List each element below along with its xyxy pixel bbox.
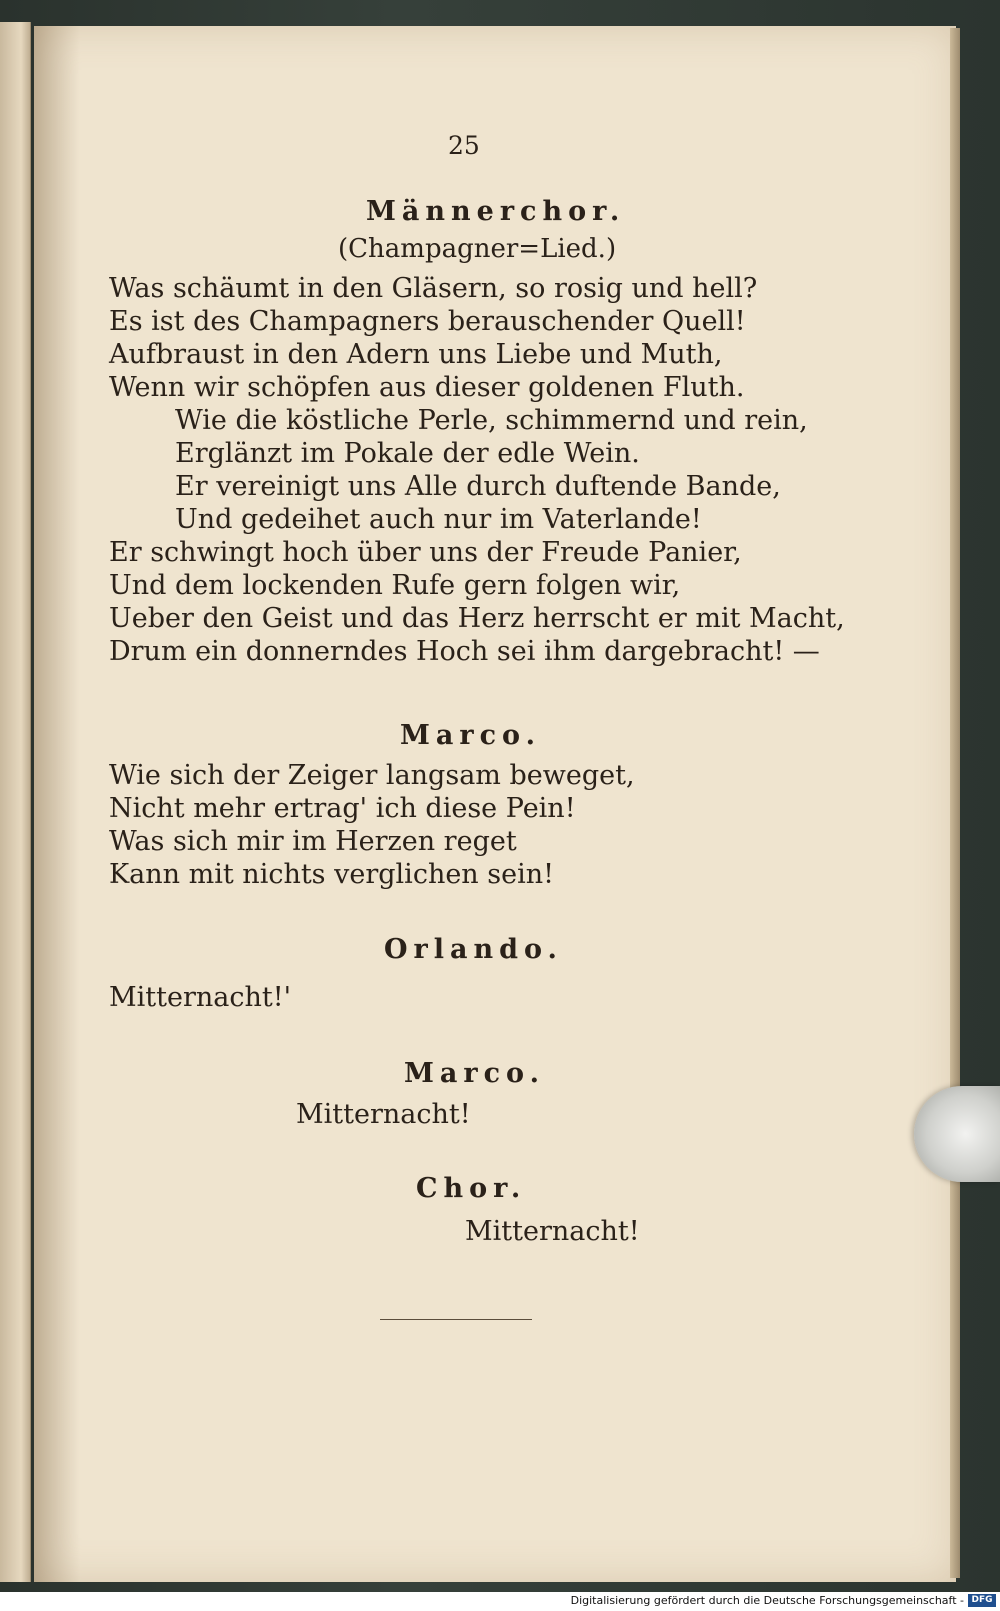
verse-line: Ueber den Geist und das Herz herrscht er mit Macht, — [109, 603, 845, 634]
verse-line: Erglänzt im Pokale der edle Wein. — [175, 438, 640, 469]
verse-line: Wenn wir schöpfen aus dieser goldenen Fluth. — [109, 372, 745, 403]
previous-page-edge — [0, 22, 31, 1582]
chorus-subheading: (Champagner=Lied.) — [338, 234, 617, 264]
verse-line: Nicht mehr ertrag' ich diese Pein! — [109, 793, 576, 824]
verse-line: Drum ein donnerndes Hoch sei ihm dargebracht! — — [109, 636, 820, 667]
verse-line: Was sich mir im Herzen reget — [109, 826, 517, 857]
orlando-heading: Orlando. — [384, 934, 563, 965]
verse-line: Was schäumt in den Gläsern, so rosig und hell? — [109, 273, 758, 304]
verse-line: Kann mit nichts verglichen sein! — [109, 859, 554, 890]
verse-line: Und gedeihet auch nur im Vaterlande! — [175, 504, 702, 535]
chorus-heading: Männerchor. — [366, 196, 626, 227]
verse-line: Wie sich der Zeiger langsam beweget, — [109, 760, 635, 791]
orlando-line: Mitternacht!' — [109, 982, 291, 1013]
marco-heading: Marco. — [404, 1058, 545, 1089]
dfg-logo: DFG — [968, 1594, 996, 1607]
chor-line: Mitternacht! — [465, 1216, 640, 1247]
page-clip-icon — [914, 1086, 1000, 1182]
footer-bar — [0, 1592, 1000, 1611]
verse-line: Wie die köstliche Perle, schimmernd und rein, — [175, 405, 808, 436]
page-number: 25 — [448, 131, 480, 160]
page-stack-edge — [950, 28, 960, 1578]
verse-line: Er schwingt hoch über uns der Freude Panier, — [109, 537, 742, 568]
footer-credit: Digitalisierung gefördert durch die Deutsche Forschungsgemeinschaft - — [570, 1594, 964, 1607]
end-rule — [380, 1319, 532, 1320]
chor-heading: Chor. — [416, 1173, 527, 1204]
verse-line: Er vereinigt uns Alle durch duftende Bande, — [175, 471, 781, 502]
verse-line: Es ist des Champagners berauschender Quell! — [109, 306, 746, 337]
marco-line: Mitternacht! — [296, 1099, 471, 1130]
verse-line: Aufbraust in den Adern uns Liebe und Muth, — [109, 339, 723, 370]
verse-line: Und dem lockenden Rufe gern folgen wir, — [109, 570, 681, 601]
marco-heading: Marco. — [400, 720, 541, 751]
